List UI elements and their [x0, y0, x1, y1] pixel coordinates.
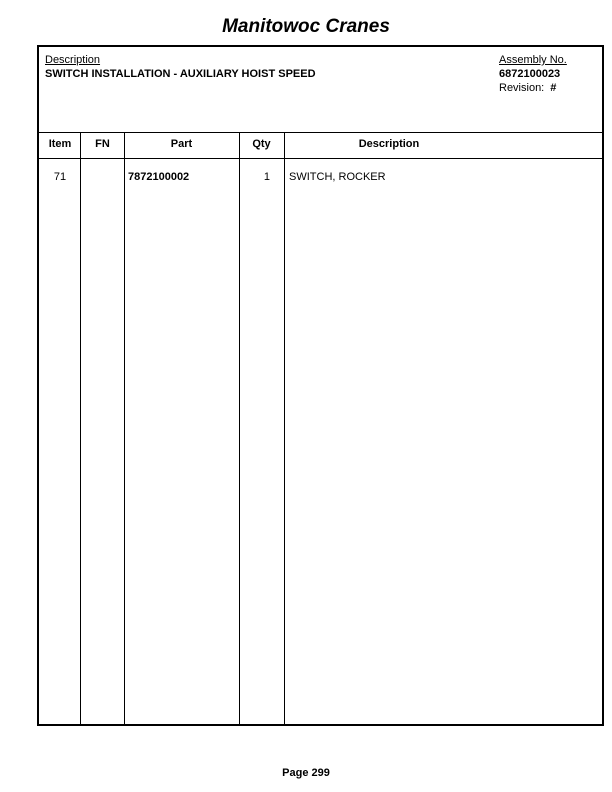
revision: [499, 82, 556, 94]
page-number: Page 299: [282, 767, 330, 779]
row-part: 7872100002: [128, 171, 190, 183]
row-item: 71: [53, 171, 67, 183]
column-divider: [284, 133, 285, 724]
description-label: Description: [45, 54, 101, 66]
assembly-number-label: Assembly No.: [499, 54, 567, 66]
parts-list-frame: [37, 45, 604, 726]
column-header-item: Item: [48, 138, 72, 150]
revision-value: #: [550, 82, 557, 94]
column-divider: [80, 133, 81, 724]
column-divider: [124, 133, 125, 724]
column-header-description: Description: [358, 138, 420, 150]
column-header-fn: FN: [95, 138, 110, 150]
row-qty: 1: [263, 171, 270, 183]
column-divider: [239, 133, 240, 724]
assembly-header: [39, 47, 602, 133]
row-description: SWITCH, ROCKER: [289, 171, 386, 183]
revision-label: Revision:: [499, 82, 545, 94]
column-header-part: Part: [170, 138, 193, 150]
assembly-description: SWITCH INSTALLATION - AUXILIARY HOIST SPEED: [45, 68, 316, 80]
document-title: Manitowoc Cranes: [222, 16, 390, 37]
column-header-qty: Qty: [252, 138, 271, 150]
assembly-number: 6872100023: [499, 68, 561, 80]
